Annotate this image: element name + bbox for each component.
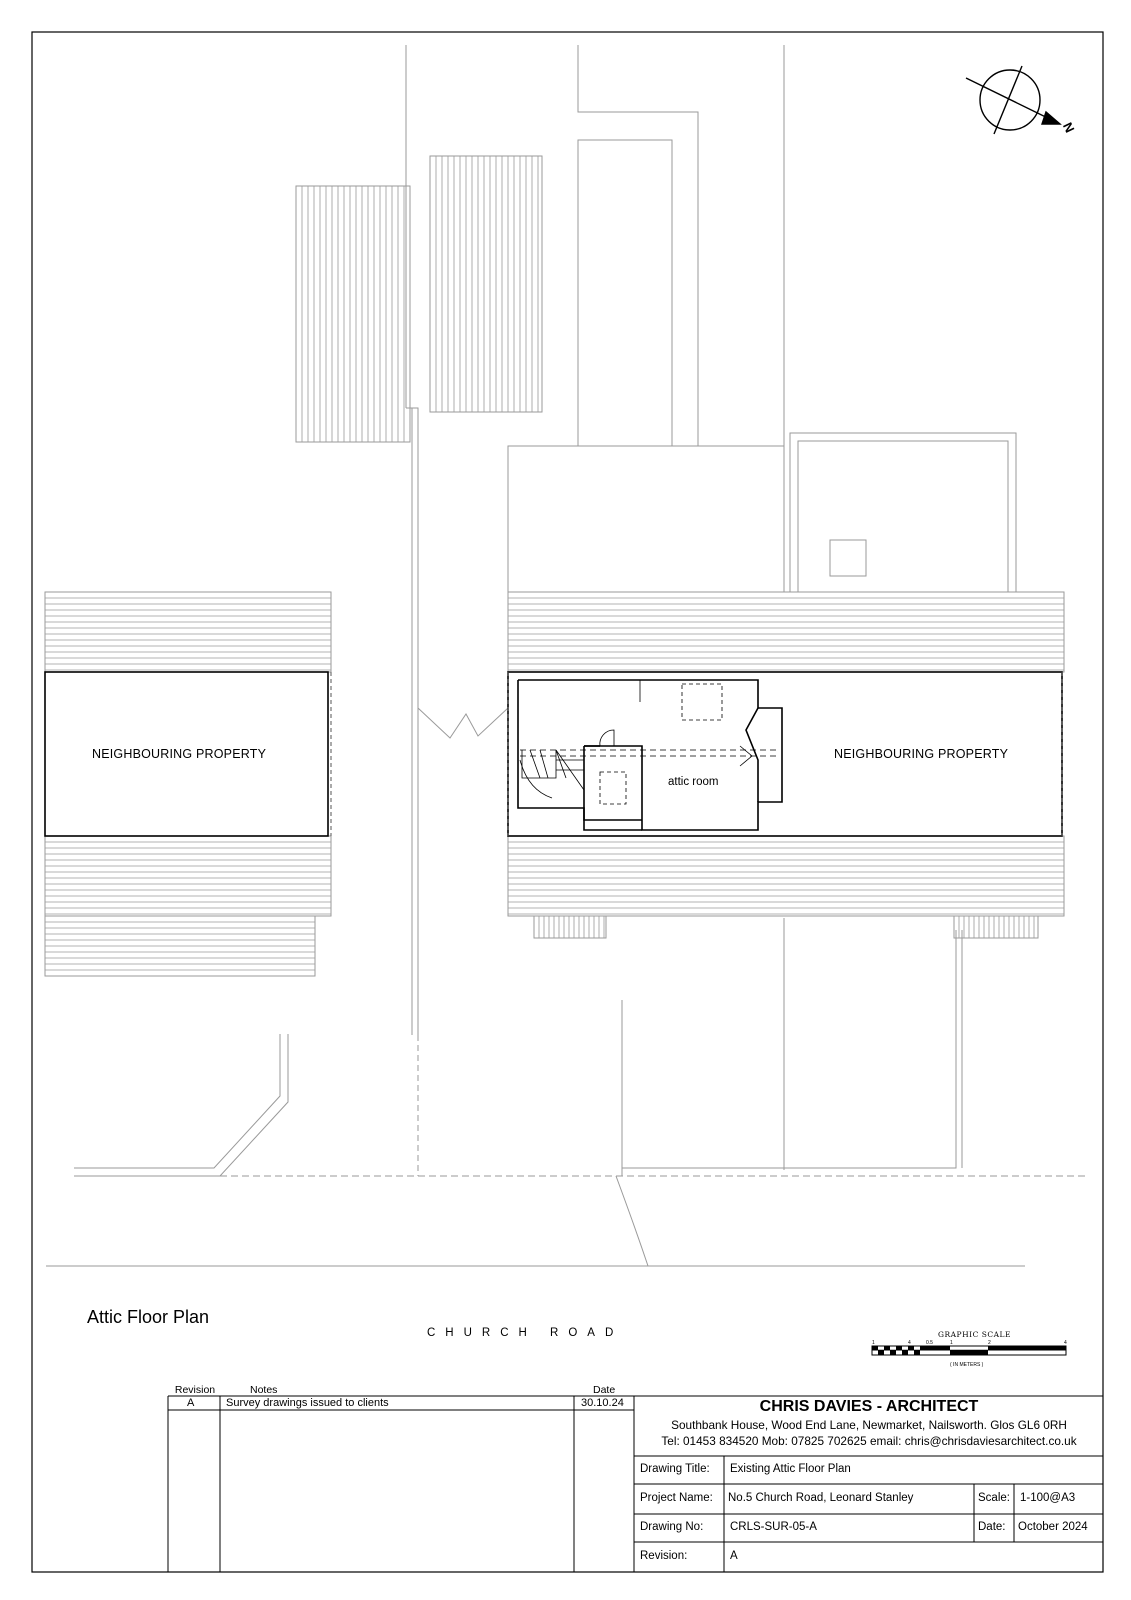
revision-table-grid <box>168 1396 634 1572</box>
sheet-border <box>32 32 1103 1572</box>
firm-contact: Tel: 01453 834520 Mob: 07825 702625 email: chris@chrisdaviesarchitect.co.uk <box>661 1434 1077 1448</box>
attic-room-details <box>520 680 780 804</box>
scale-tick-label: 1 <box>950 1340 953 1346</box>
graphic-scale-title: GRAPHIC SCALE <box>938 1330 1011 1339</box>
road-label: CHURCH ROAD <box>427 1327 624 1339</box>
scale-label: Scale: <box>978 1492 1010 1504</box>
scale-tick-label: 1 <box>872 1340 875 1346</box>
notes-header: Notes <box>250 1384 278 1396</box>
graphic-scale-bar <box>872 1346 1066 1355</box>
drawing-no-label: Drawing No: <box>640 1521 704 1533</box>
scale-value: 1-100@A3 <box>1020 1492 1076 1504</box>
project-name-value: No.5 Church Road, Leonard Stanley <box>728 1492 914 1504</box>
revision-row-revision: A <box>187 1397 195 1409</box>
north-label: N <box>1059 119 1078 136</box>
date-value: October 2024 <box>1018 1521 1088 1533</box>
scale-tick-label: 0.5 <box>926 1340 933 1346</box>
right-property-outline <box>508 592 1064 938</box>
scale-tick-label: 4 <box>908 1340 911 1346</box>
north-arrow <box>966 66 1060 134</box>
project-name-label: Project Name: <box>640 1492 713 1504</box>
revision-value: A <box>730 1550 738 1562</box>
outbuilding-roofs <box>296 156 542 442</box>
date-label: Date: <box>978 1521 1006 1533</box>
revision-row-date: 30.10.24 <box>581 1397 624 1409</box>
plan-title: Attic Floor Plan <box>87 1307 210 1327</box>
graphic-scale-unit: ( IN METERS ) <box>950 1362 984 1368</box>
scale-tick-label: 4 <box>1064 1340 1067 1346</box>
drawing-title-value: Existing Attic Floor Plan <box>730 1463 851 1475</box>
drawing-title-label: Drawing Title: <box>640 1463 710 1475</box>
scale-tick-label: 2 <box>988 1340 991 1346</box>
drawing-no-value: CRLS-SUR-05-A <box>730 1521 817 1533</box>
date-header: Date <box>593 1384 616 1396</box>
room-label: attic room <box>668 776 719 788</box>
revision-row-notes: Survey drawings issued to clients <box>226 1397 389 1409</box>
firm-name: CHRIS DAVIES - ARCHITECT <box>759 1398 979 1415</box>
revision-label: Revision: <box>640 1550 688 1562</box>
roof-hatching <box>45 156 1064 970</box>
left-property-label: NEIGHBOURING PROPERTY <box>92 747 267 761</box>
left-property-outline <box>45 592 331 976</box>
firm-address: Southbank House, Wood End Lane, Newmarket, Nailsworth. Glos GL6 0RH <box>671 1418 1067 1432</box>
right-property-label: NEIGHBOURING PROPERTY <box>834 747 1009 761</box>
site-outline <box>46 45 1088 1266</box>
revision-header: Revision <box>174 1384 216 1396</box>
